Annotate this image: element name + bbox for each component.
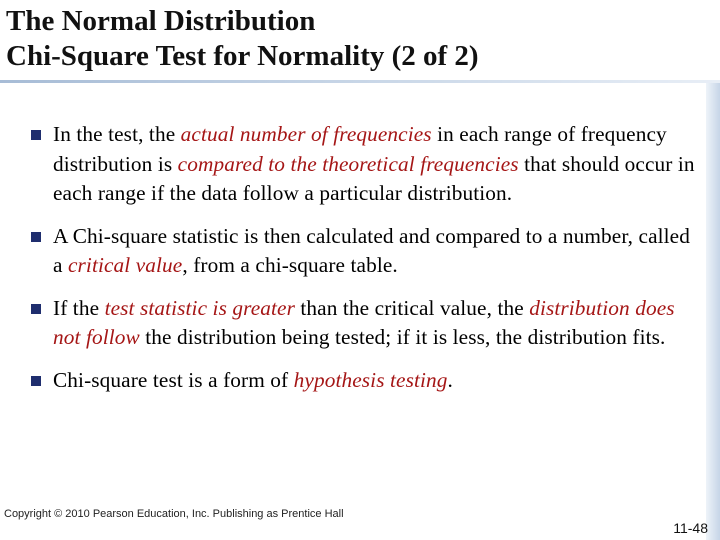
- square-bullet-icon: [31, 232, 41, 242]
- right-decorative-bar: [706, 83, 720, 540]
- page-number: 11-48: [673, 520, 708, 536]
- text-segment: , from a chi-square table.: [182, 253, 398, 277]
- text-segment: than the critical value, the: [294, 295, 530, 320]
- bullet-item-2: [30, 222, 700, 281]
- bullet-item-1: [30, 120, 700, 209]
- text-segment: A Chi-square statistic is then calculated and compared to a number, called a: [53, 223, 690, 277]
- text-segment: Chi-square test is a form of: [53, 367, 294, 392]
- slide-title-line-2: Chi-Square Test for Normality (2 of 2): [6, 40, 479, 72]
- text-segment: the distribution being tested; if it is less, the distribution fits.: [139, 325, 666, 349]
- bullet-item-4: [30, 366, 700, 396]
- text-segment: In the test, the: [53, 122, 181, 146]
- square-bullet-icon: [31, 130, 41, 140]
- slide-title: [6, 4, 606, 74]
- highlighted-phrase: hypothesis testing: [293, 367, 448, 392]
- bullet-text: [53, 122, 695, 205]
- square-bullet-icon: [31, 304, 41, 314]
- highlighted-phrase: critical value: [67, 253, 183, 277]
- copyright-notice: Copyright © 2010 Pearson Education, Inc. Publishing as Prentice Hall: [4, 508, 344, 520]
- bullet-text: [53, 224, 690, 278]
- bullet-text: [53, 296, 675, 350]
- highlighted-phrase: test statistic is greater: [104, 295, 295, 320]
- title-divider: [0, 80, 720, 83]
- slide-title-line-1: The Normal Distribution: [6, 5, 316, 37]
- bullet-list: [30, 120, 700, 408]
- bullet-item-3: [30, 294, 700, 353]
- text-segment: that should occur in each range if the data follow a particular distribution.: [53, 151, 695, 205]
- highlighted-phrase: distribution does not follow: [53, 295, 675, 349]
- text-segment: If the: [53, 295, 105, 320]
- bullet-text: [53, 368, 453, 392]
- highlighted-phrase: actual number of frequencies: [180, 122, 432, 146]
- text-segment: in each range of frequency distribution is: [53, 122, 667, 176]
- highlighted-phrase: compared to the theoretical frequencies: [177, 151, 519, 176]
- square-bullet-icon: [31, 376, 41, 386]
- text-segment: .: [447, 367, 453, 392]
